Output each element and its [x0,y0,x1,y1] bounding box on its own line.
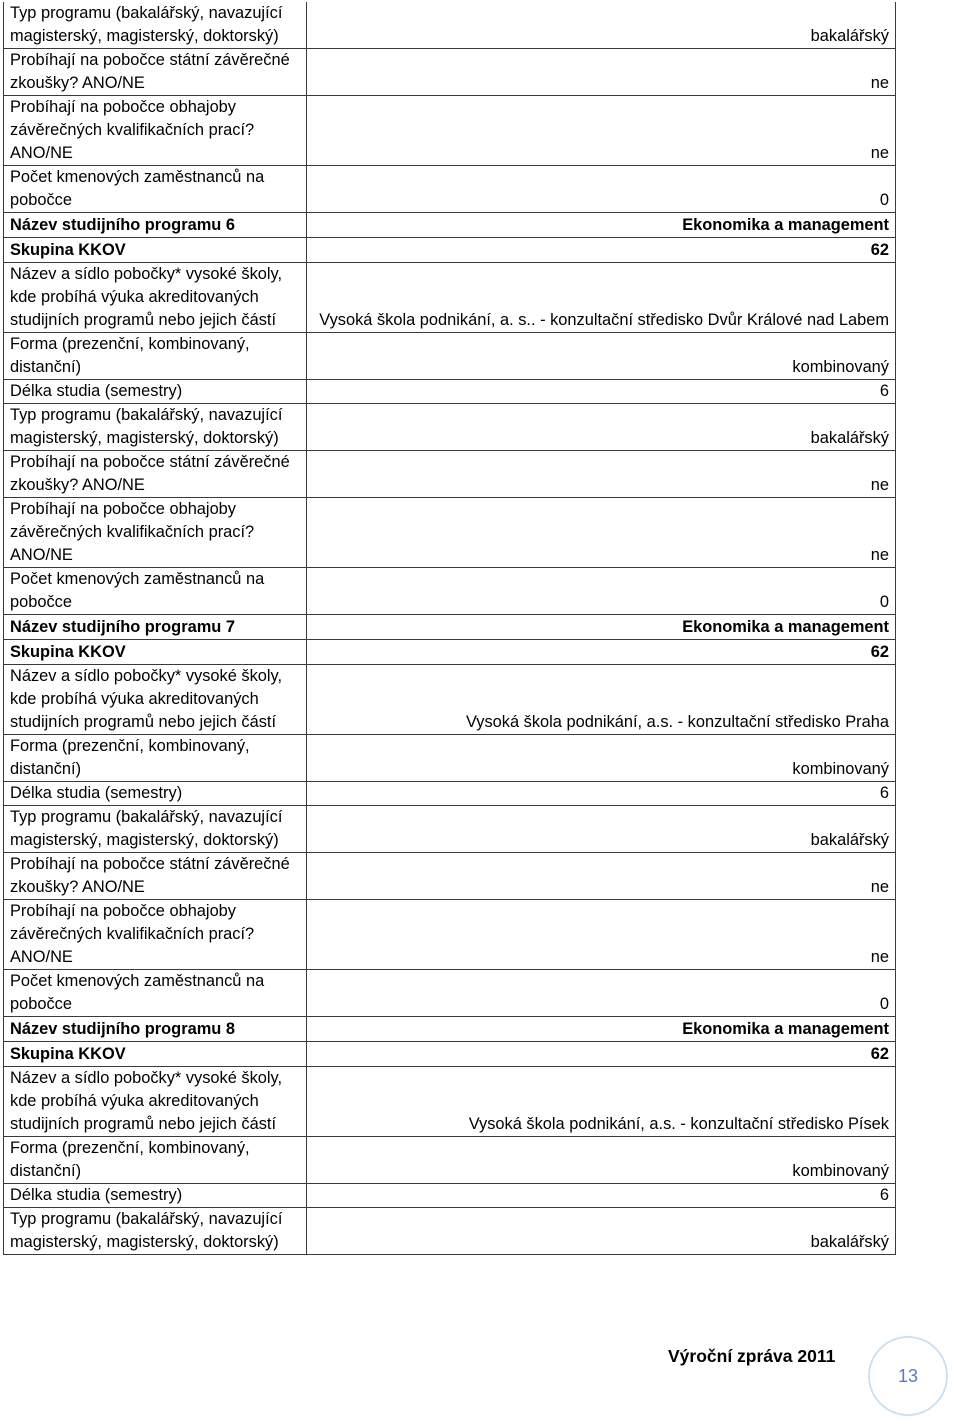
table-row [4,2,896,49]
table-row [4,615,896,640]
table-row [4,1208,896,1255]
row-value: Vysoká škola podnikání, a.s. - konzultační středisko Písek [307,1067,896,1137]
row-value: ne [307,451,896,498]
table-row [4,853,896,900]
page-number: 13 [897,1365,919,1386]
row-label: Probíhají na pobočce státní závěrečné zkoušky? ANO/NE [4,49,307,96]
program-name-value: Ekonomika a management [307,213,896,238]
program-name-label: Název studijního programu 8 [4,1017,307,1042]
row-value: bakalářský [307,2,896,49]
row-label: Probíhají na pobočce státní závěrečné zkoušky? ANO/NE [4,451,307,498]
row-label: Typ programu (bakalářský, navazující magisterský, magisterský, doktorský) [4,806,307,853]
kkov-label: Skupina KKOV [4,640,307,665]
row-label: Název a sídlo pobočky* vysoké školy, kde probíhá výuka akreditovaných studijních programů nebo jejich částí [4,263,307,333]
program-name-label: Název studijního programu 7 [4,615,307,640]
row-label: Název a sídlo pobočky* vysoké školy, kde probíhá výuka akreditovaných studijních programů nebo jejich částí [4,1067,307,1137]
row-value: kombinovaný [307,333,896,380]
row-label: Počet kmenových zaměstnanců na pobočce [4,568,307,615]
row-value: 6 [307,380,896,404]
row-value: bakalářský [307,1208,896,1255]
row-value: ne [307,96,896,166]
row-label: Počet kmenových zaměstnanců na pobočce [4,166,307,213]
row-value: Vysoká škola podnikání, a. s.. - konzultační středisko Dvůr Králové nad Labem [307,263,896,333]
table-row [4,735,896,782]
kkov-value: 62 [307,1042,896,1067]
table-row [4,806,896,853]
table-row [4,451,896,498]
table-row [4,665,896,735]
table-row [4,1184,896,1208]
table-row [4,1042,896,1067]
row-label: Délka studia (semestry) [4,380,307,404]
table-row [4,213,896,238]
table-row [4,640,896,665]
row-label: Probíhají na pobočce obhajoby závěrečných kvalifikačních prací? ANO/NE [4,498,307,568]
row-value: 0 [307,166,896,213]
row-value: ne [307,49,896,96]
row-value: ne [307,853,896,900]
row-label: Typ programu (bakalářský, navazující magisterský, magisterský, doktorský) [4,404,307,451]
row-value: bakalářský [307,404,896,451]
table-row [4,498,896,568]
row-label: Počet kmenových zaměstnanců na pobočce [4,970,307,1017]
program-name-value: Ekonomika a management [307,1017,896,1042]
row-value: ne [307,900,896,970]
branch-programs-table [3,2,896,1255]
row-value: 6 [307,1184,896,1208]
table-row [4,1137,896,1184]
row-label: Typ programu (bakalářský, navazující magisterský, magisterský, doktorský) [4,1208,307,1255]
row-label: Délka studia (semestry) [4,1184,307,1208]
table-row [4,782,896,806]
table-row [4,1067,896,1137]
table-row [4,568,896,615]
table-row [4,166,896,213]
row-value: kombinovaný [307,1137,896,1184]
table-row [4,970,896,1017]
table-row [4,900,896,970]
report-title: Výroční zpráva 2011 [668,1346,836,1366]
row-value: 6 [307,782,896,806]
table-row [4,263,896,333]
table-row [4,404,896,451]
program-name-label: Název studijního programu 6 [4,213,307,238]
row-label: Forma (prezenční, kombinovaný, distanční) [4,333,307,380]
row-value: Vysoká škola podnikání, a.s. - konzultační středisko Praha [307,665,896,735]
table-row [4,238,896,263]
row-value: 0 [307,970,896,1017]
row-value: 0 [307,568,896,615]
kkov-value: 62 [307,640,896,665]
table-row [4,49,896,96]
table-body [4,2,896,1255]
row-value: bakalářský [307,806,896,853]
row-label: Forma (prezenční, kombinovaný, distanční) [4,1137,307,1184]
row-label: Délka studia (semestry) [4,782,307,806]
row-label: Název a sídlo pobočky* vysoké školy, kde probíhá výuka akreditovaných studijních programů nebo jejich částí [4,665,307,735]
kkov-label: Skupina KKOV [4,238,307,263]
row-label: Forma (prezenční, kombinovaný, distanční) [4,735,307,782]
program-name-value: Ekonomika a management [307,615,896,640]
row-label: Probíhají na pobočce státní závěrečné zkoušky? ANO/NE [4,853,307,900]
kkov-value: 62 [307,238,896,263]
table-row [4,1017,896,1042]
row-value: ne [307,498,896,568]
page-number-badge [868,1336,948,1416]
row-label: Typ programu (bakalářský, navazující magisterský, magisterský, doktorský) [4,2,307,49]
table-row [4,333,896,380]
kkov-label: Skupina KKOV [4,1042,307,1067]
row-label: Probíhají na pobočce obhajoby závěrečných kvalifikačních prací? ANO/NE [4,96,307,166]
row-value: kombinovaný [307,735,896,782]
row-label: Probíhají na pobočce obhajoby závěrečných kvalifikačních prací? ANO/NE [4,900,307,970]
table-row [4,380,896,404]
table-row [4,96,896,166]
